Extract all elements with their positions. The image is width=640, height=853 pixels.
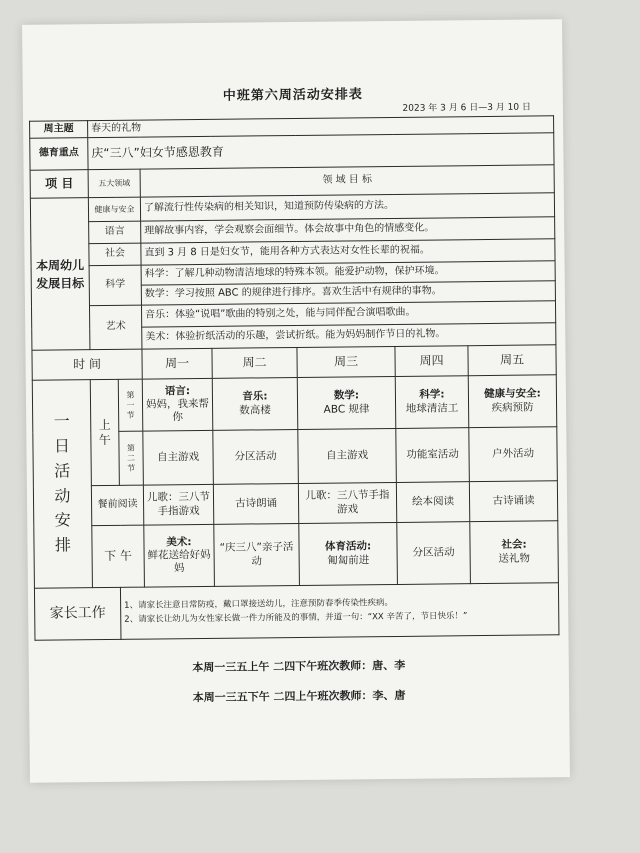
domain-science: 科学 — [89, 265, 141, 306]
premeal-tue: 古诗朗诵 — [213, 483, 298, 524]
page-title: 中班第六周活动安排表 — [222, 87, 363, 104]
moral-focus-label: 德育重点 — [30, 138, 88, 171]
afternoon-row — [34, 521, 559, 588]
goal-language: 理解故事内容，学会观察会面细节。体会故事中角色的情感变化。 — [141, 217, 555, 243]
domain-language: 语言 — [89, 221, 141, 244]
day-thu: 周四 — [395, 346, 468, 377]
schedule-table — [29, 115, 559, 640]
date-range: 2023 年 3 月 6 日—3 月 10 日 — [402, 102, 531, 114]
pm-thu: 分区活动 — [397, 522, 471, 585]
five-areas-header: 五大领域 — [88, 169, 140, 198]
parent-work-row — [34, 583, 559, 640]
period2-label: 第二节 — [119, 431, 144, 485]
morning-label: 上午 — [90, 379, 119, 485]
p1-wed: 数学: ABC 规律 — [297, 376, 396, 429]
premeal-fri: 古诗诵读 — [469, 481, 557, 522]
teacher-shift-line-1: 本周一三五上午 二四下午班次教师：唐、李 — [192, 658, 406, 675]
premeal-mon: 儿歌：三八节手指游戏 — [143, 484, 213, 525]
goal-fineart: 美术：体验折纸活动的乐趣，尝试折纸。能为妈妈制作节日的礼物。 — [142, 323, 556, 349]
goals-header: 领 域 目 标 — [140, 165, 554, 197]
p1-fri: 健康与安全: 疾病预防 — [468, 375, 557, 428]
daily-schedule-label: 一日活动安排 — [32, 380, 92, 589]
project-header: 项 目 — [30, 170, 88, 199]
p1-mon: 语言: 妈妈，我来帮你 — [142, 378, 213, 431]
p1-thu: 科学: 地球清洁工 — [395, 376, 469, 429]
p1-tue: 音乐: 数高楼 — [212, 377, 298, 430]
parent-work-items — [120, 583, 559, 640]
goal-health: 了解流行性传染病的相关知识，知道预防传染病的方法。 — [140, 193, 554, 221]
pm-wed: 体育活动: 匍匐前进 — [299, 522, 398, 585]
goal-music: 音乐：体验“说唱”歌曲的特别之处，能与同伴配合演唱歌曲。 — [141, 301, 555, 327]
p2-thu: 功能室活动 — [396, 428, 470, 483]
parent-work-label: 家长工作 — [34, 587, 121, 640]
premeal-row — [33, 481, 557, 526]
premeal-label: 餐前阅读 — [91, 485, 143, 526]
schedule-table-wrapper — [29, 115, 558, 640]
goal-science: 科学：了解几种动物清洁地球的特殊本领。能爱护动物，保护环境。 — [141, 261, 555, 285]
afternoon-label: 下 午 — [92, 525, 145, 588]
pm-mon: 美术: 鲜花送给好妈妈 — [144, 524, 215, 587]
moral-focus-value: 庆“三八”妇女节感恩教育 — [88, 133, 554, 170]
teacher-shift-line-2: 本周一三五下午 二四上午班次教师：李、唐 — [192, 688, 406, 705]
parent-work-item: 1、请家长注意日常防疫，戴口罩接送幼儿，注意预防春季传染性疾病。 — [124, 597, 394, 611]
parent-work-item: 2、请家长让幼儿为女性家长做一件力所能及的事情，并道一句：“XX 辛苦了，节日快乐！” — [124, 610, 468, 625]
day-tue: 周二 — [212, 347, 297, 378]
week-theme-label: 周主题 — [30, 121, 88, 139]
pm-tue: “庆三八”亲子活动 — [214, 523, 300, 586]
p2-tue: 分区活动 — [213, 429, 299, 484]
day-fri: 周五 — [468, 345, 556, 376]
time-header: 时 间 — [32, 349, 142, 380]
period1-label: 第一节 — [118, 379, 143, 431]
week-theme-value: 春天的礼物 — [88, 116, 554, 138]
premeal-wed: 儿歌：三八节手指游戏 — [298, 482, 396, 523]
development-goals-label: 本周幼儿发展目标 — [30, 198, 90, 351]
domain-health: 健康与安全 — [88, 197, 140, 222]
goal-math: 数学：学习按照 ABC 的规律进行排序。喜欢生活中有规律的事物。 — [141, 281, 555, 305]
pm-fri: 社会: 送礼物 — [470, 521, 559, 584]
domain-art: 艺术 — [89, 305, 141, 350]
domain-society: 社会 — [89, 243, 141, 266]
day-mon: 周一 — [142, 348, 212, 379]
goal-society: 直到 3 月 8 日是妇女节，能用各种方式表达对女性长辈的祝福。 — [141, 239, 555, 265]
period1-row — [32, 375, 557, 432]
premeal-thu: 绘本阅读 — [396, 482, 469, 523]
schedule-sheet — [22, 19, 570, 783]
p2-mon: 自主游戏 — [143, 430, 214, 485]
day-wed: 周三 — [297, 346, 395, 377]
p2-wed: 自主游戏 — [298, 428, 397, 483]
p2-fri: 户外活动 — [469, 427, 558, 482]
